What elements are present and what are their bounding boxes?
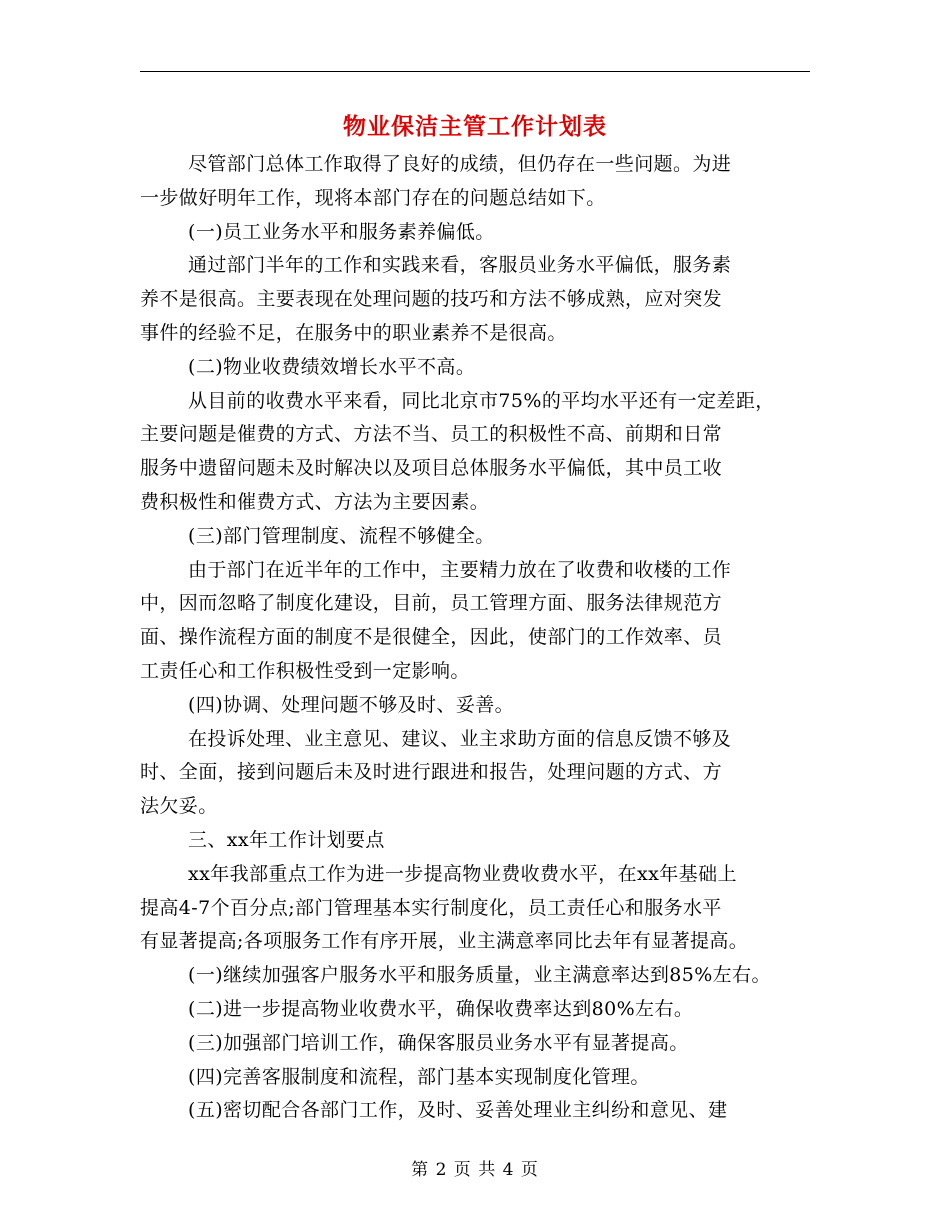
text-line: 在投诉处理、业主意见、建议、业主求助方面的信息反馈不够及 — [188, 727, 732, 750]
text-line: (四)协调、处理问题不够及时、妥善。 — [188, 693, 515, 716]
text-line: 尽管部门总体工作取得了良好的成绩，但仍存在一些问题。为进 — [188, 153, 732, 175]
text-line: (二)物业收费绩效增长水平不高。 — [188, 355, 476, 378]
document-body — [140, 148, 810, 1128]
document-title: 物业保洁主管工作计划表 — [343, 113, 607, 140]
text-line: 法欠妥。 — [140, 795, 218, 818]
text-line: 工责任心和工作积极性受到一定影响。 — [140, 659, 470, 682]
text-line: 时、全面，接到问题后未及时进行跟进和报告，处理问题的方式、方 — [140, 761, 723, 784]
text-line: 有显著提高;各项服务工作有序开展，业主满意率同比去年有显著提高。 — [140, 930, 749, 953]
text-line: 服务中遗留问题未及时解决以及项目总体服务水平偏低，其中员工收 — [140, 457, 723, 480]
text-line: 中，因而忽略了制度化建设，目前，员工管理方面、服务法律规范方 — [140, 592, 723, 615]
page-footer: 第 2 页 共 4 页 — [411, 1160, 539, 1180]
text-line: (三)加强部门培训工作，确保客服员业务水平有显著提高。 — [188, 1031, 689, 1054]
text-line: (三)部门管理制度、流程不够健全。 — [188, 524, 495, 547]
text-line: 从目前的收费水平来看，同比北京市75%的平均水平还有一定差距， — [188, 389, 775, 412]
text-line: 提高4-7个百分点;部门管理基本实行制度化，员工责任心和服务水平 — [140, 896, 722, 919]
text-line: 事件的经验不足，在服务中的职业素养不是很高。 — [140, 321, 567, 344]
text-line: 养不是很高。主要表现在处理问题的技巧和方法不够成熟，应对突发 — [140, 288, 723, 311]
header-rule — [140, 71, 810, 72]
text-line: (二)进一步提高物业收费水平，确保收费率达到80%左右。 — [188, 997, 694, 1020]
text-line: (四)完善客服制度和流程，部门基本实现制度化管理。 — [188, 1065, 650, 1088]
text-line: (一)继续加强客户服务水平和服务质量，业主满意率达到85%左右。 — [188, 964, 771, 987]
text-line: 一步做好明年工作，现将本部门存在的问题总结如下。 — [140, 186, 606, 209]
text-line: 面、操作流程方面的制度不是很健全，因此，使部门的工作效率、员 — [140, 626, 723, 649]
text-line: 由于部门在近半年的工作中，主要精力放在了收费和收楼的工作 — [188, 558, 732, 581]
text-line: (五)密切配合各部门工作，及时、妥善处理业主纠纷和意见、建 — [188, 1099, 728, 1122]
text-line: 三、xx年工作计划要点 — [188, 828, 385, 851]
text-line: (一)员工业务水平和服务素养偏低。 — [188, 220, 495, 243]
text-line: xx年我部重点工作为进一步提高物业费收费水平，在xx年基础上 — [188, 862, 737, 885]
text-line: 通过部门半年的工作和实践来看，客服员业务水平偏低，服务素 — [188, 254, 732, 277]
text-line: 费积极性和催费方式、方法为主要因素。 — [140, 490, 490, 513]
text-line: 主要问题是催费的方式、方法不当、员工的积极性不高、前期和日常 — [140, 423, 723, 446]
